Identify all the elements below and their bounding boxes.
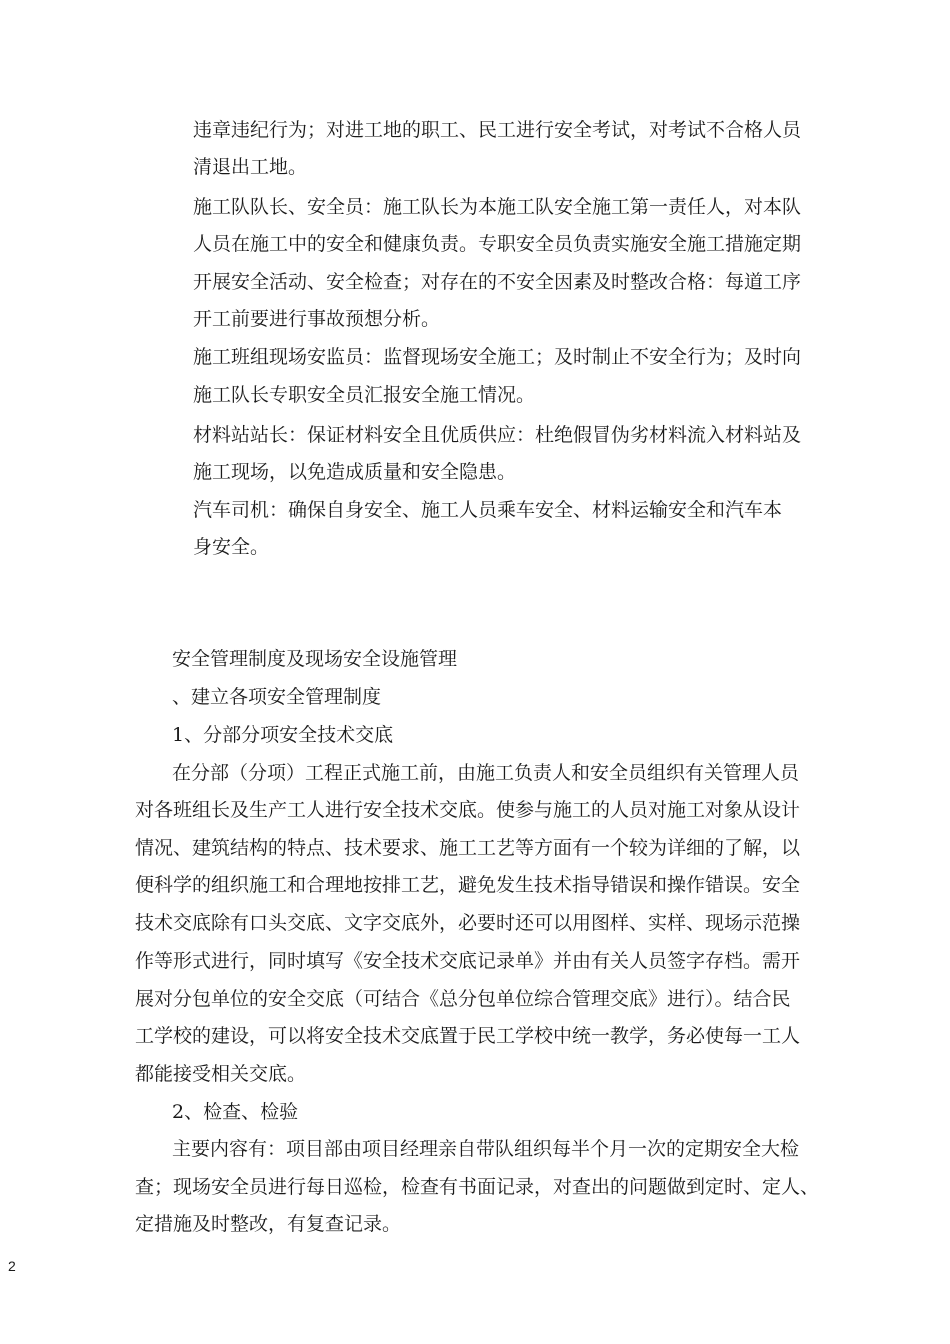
upper-line-3: 施工队队长、安全员：施工队长为本施工队安全施工第一责任人，对本队 — [193, 196, 802, 218]
section-title: 安全管理制度及现场安全设施管理 — [172, 648, 458, 670]
upper-line-8: 施工队长专职安全员汇报安全施工情况。 — [193, 384, 536, 406]
item1-line-3: 情况、建筑结构的特点、技术要求、施工工艺等方面有一个较为详细的了解，以 — [135, 837, 801, 859]
subsection-title: 、建立各项安全管理制度 — [172, 686, 382, 708]
item1-line-7: 展对分包单位的安全交底（可结合《总分包单位综合管理交底》进行）。结合民 — [135, 988, 791, 1010]
item1-line-6: 作等形式进行，同时填写《安全技术交底记录单》并由有关人员签字存档。需开 — [135, 950, 801, 972]
item1-line-4: 便科学的组织施工和合理地按排工艺，避免发生技术指导错误和操作错误。安全 — [135, 874, 801, 896]
item2-line-3: 定措施及时整改，有复查记录。 — [135, 1213, 402, 1235]
item2-line-2: 查；现场安全员进行每日巡检，检查有书面记录，对查出的问题做到定时、定人、 — [135, 1176, 820, 1198]
upper-line-10: 施工现场，以免造成质量和安全隐患。 — [193, 461, 517, 483]
upper-line-6: 开工前要进行事故预想分析。 — [193, 308, 441, 330]
upper-line-12: 身安全。 — [193, 536, 270, 558]
item2-heading: 2、检查、检验 — [172, 1101, 299, 1123]
upper-line-4: 人员在施工中的安全和健康负责。专职安全员负责实施安全施工措施定期 — [193, 233, 802, 255]
upper-line-2: 清退出工地。 — [193, 156, 308, 178]
item1-line-1: 在分部（分项）工程正式施工前，由施工负责人和安全员组织有关管理人员 — [172, 762, 800, 784]
item1-heading: 1、分部分项安全技术交底 — [172, 724, 394, 746]
item1-line-8: 工学校的建设，可以将安全技术交底置于民工学校中统一教学，务必使每一工人 — [135, 1025, 801, 1047]
item1-line-9: 都能接受相关交底。 — [135, 1063, 307, 1085]
page-number: 2 — [8, 1258, 16, 1274]
item1-line-5: 技术交底除有口头交底、文字交底外，必要时还可以用图样、实样、现场示范操 — [135, 912, 801, 934]
upper-line-7: 施工班组现场安监员：监督现场安全施工；及时制止不安全行为；及时向 — [193, 346, 802, 368]
upper-line-5: 开展安全活动、安全检查；对存在的不安全因素及时整改合格：每道工序 — [193, 271, 802, 293]
upper-line-1: 违章违纪行为；对进工地的职工、民工进行安全考试，对考试不合格人员 — [193, 119, 802, 141]
item2-line-1: 主要内容有：项目部由项目经理亲自带队组织每半个月一次的定期安全大检 — [172, 1138, 800, 1160]
upper-line-11: 汽车司机：确保自身安全、施工人员乘车安全、材料运输安全和汽车本 — [193, 499, 783, 521]
item1-line-2: 对各班组长及生产工人进行安全技术交底。使参与施工的人员对施工对象从设计 — [135, 799, 801, 821]
upper-line-9: 材料站站长：保证材料安全且优质供应：杜绝假冒伪劣材料流入材料站及 — [193, 424, 802, 446]
